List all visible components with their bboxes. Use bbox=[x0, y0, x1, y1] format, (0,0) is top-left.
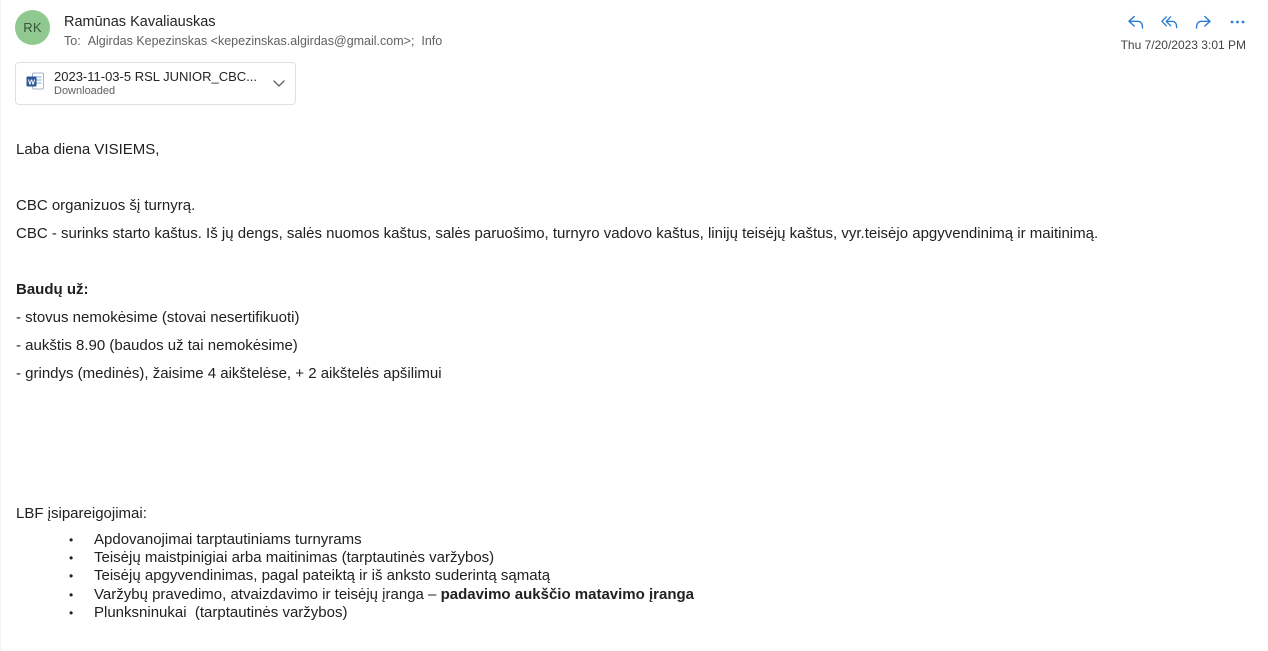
action-row bbox=[1127, 10, 1246, 30]
greeting-text: Laba diena VISIEMS, bbox=[16, 141, 160, 158]
avatar[interactable]: RK bbox=[15, 10, 50, 45]
blank-lines bbox=[16, 388, 1228, 500]
list-item-text: Plunksninukai (tarptautinės varžybos) bbox=[94, 603, 348, 621]
attachment-filename: 2023-11-03-5 RSL JUNIOR_CBC... bbox=[54, 69, 258, 84]
list-item-text: Apdovanojimai tarptautiniams turnyrams bbox=[94, 531, 362, 548]
list-item-text: Teisėjų maistpinigiai arba maitinimas (tarptautinės varžybos) bbox=[94, 549, 495, 567]
blank-line bbox=[16, 164, 1228, 192]
list-item-text: Varžybų pravedimo, atvaizdavimo ir teisėjų įranga – bbox=[94, 585, 441, 603]
message-timestamp: Thu 7/20/2023 3:01 PM bbox=[1120, 38, 1246, 52]
penalties-title: Baudų už: bbox=[16, 281, 89, 298]
bullet-icon: • bbox=[69, 551, 74, 566]
attachment-status: Downloaded bbox=[54, 85, 116, 97]
header-actions bbox=[1121, 10, 1246, 53]
attachment-chevron-down-icon[interactable] bbox=[273, 80, 285, 87]
recipient-list[interactable]: Algirdas Kepezinskas <kepezinskas.algirdas@gmail.com>; Info bbox=[87, 34, 443, 48]
more-actions-icon[interactable] bbox=[1229, 14, 1246, 30]
bullet-icon: • bbox=[69, 569, 74, 584]
list-item-bold-text: padavimo aukščio matavimo įranga bbox=[440, 585, 694, 603]
message-header bbox=[1, 0, 1268, 53]
reply-all-icon[interactable] bbox=[1161, 14, 1178, 30]
list-item bbox=[16, 604, 1228, 622]
costs-text: CBC - surinks starto kaštus. Iš jų dengs, salės nuomos kaštus, salės paruošimo, turnyro vadovo kaštus, linijų teisėjų kaštus, vyr.teisėjo apgyvendinimą ir maitinimą. bbox=[16, 225, 1099, 242]
blank-line bbox=[16, 248, 1228, 276]
penalty-item: - grindys (medinės), žaisime 4 aikštelėse, + 2 aikštelės apšilimui bbox=[16, 365, 442, 382]
list-item bbox=[16, 549, 1228, 567]
forward-icon[interactable] bbox=[1195, 14, 1212, 30]
bullet-icon: • bbox=[69, 533, 74, 547]
list-item-text: Teisėjų apgyvendinimas, pagal pateiktą ir iš anksto suderintą sąmatą bbox=[94, 567, 551, 585]
sender-info bbox=[64, 10, 442, 49]
obligations-title: LBF įsipareigojimai: bbox=[16, 505, 147, 522]
to-line bbox=[64, 33, 442, 49]
bullet-icon: • bbox=[69, 587, 74, 602]
list-item bbox=[16, 531, 1228, 549]
bullet-icon: • bbox=[69, 605, 74, 620]
organizer-text: CBC organizuos šį turnyrą. bbox=[16, 197, 196, 214]
sender-block bbox=[15, 10, 442, 49]
list-item bbox=[16, 567, 1228, 585]
attachment-text bbox=[54, 69, 257, 98]
attachment-row bbox=[1, 53, 1268, 105]
penalty-item: - stovus nemokėsime (stovai nesertifikuoti) bbox=[16, 309, 300, 326]
attachment-chip[interactable] bbox=[15, 62, 296, 105]
penalty-item: - aukštis 8.90 (baudos už tai nemokėsime) bbox=[16, 337, 298, 354]
to-label: To: bbox=[64, 34, 81, 48]
list-item bbox=[16, 586, 1228, 604]
word-file-icon bbox=[26, 72, 45, 95]
obligations-list bbox=[16, 531, 1228, 622]
word-icon-letter: W bbox=[27, 77, 36, 87]
message-body bbox=[1, 105, 1268, 622]
reply-icon[interactable] bbox=[1127, 14, 1144, 30]
sender-name[interactable]: Ramūnas Kavaliauskas bbox=[64, 14, 216, 30]
